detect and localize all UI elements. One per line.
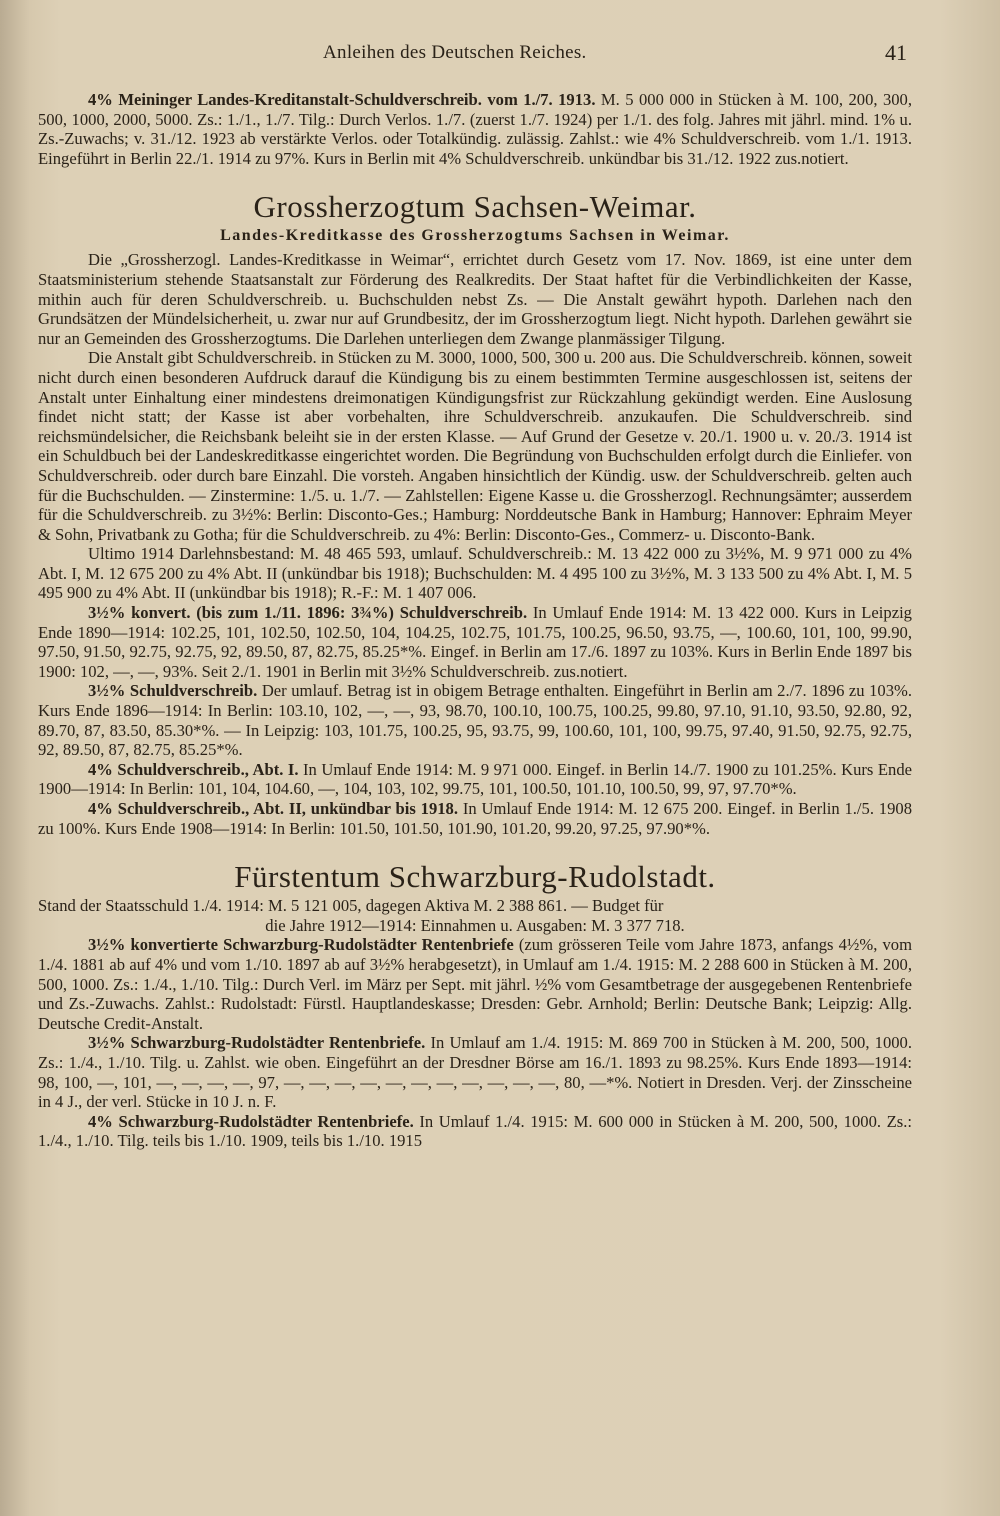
- weimar-para4-text: In Umlauf Ende 1914: M. 13 422 000. Kurs in Leipzig Ende 1890—1914: 102.25, 101, 102.50, 102.50, 104, 104.25, 102.75, 101.75, 100.25, 96.50, 93.75, —, 100.60, 101, 100, 99.90, 97.50, 91.50, 92.75, 92.75, 92, 89.50, 87, 82.75, 85.25*%. Eingef. in Berlin am 17./6. 1897 zu 103%. Kurs in Berlin Ende 1897 bis 1900: 102, —, —, 93%. Seit 2./1. 1901 in Berlin mit 3½% Schuldverschreib. zus.notiert.: [38, 603, 912, 681]
- meiningen-text: M. 5 000 000 in Stücken à M. 100, 200, 300, 500, 1000, 2000, 5000. Zs.: 1./1., 1./7. Tilg.: Durch Verlos. 1./7. (zuerst 1./7. 1924) per 1./1. des folg. Jahres mit jährl. mind. 1% u. Zs.-Zuwachs; v. 31./12. 1923 ab verstärkte Verlos. oder Totalkündig. zulässig. Zahlst.: wie 4% Schuldverschreib. vom 1./1. 1913. Eingeführt in Berlin 22./1. 1914 zu 97%. Kurs in Berlin mit 4% Schuldverschreib. unkündbar bis 31./12. 1922 zus.notiert.: [38, 90, 912, 168]
- header-title: Anleihen des Deutschen Reiches.: [323, 42, 587, 63]
- schwarzburg-para3-lead: 4% Schwarzburg-Rudolstädter Rentenbriefe.: [88, 1111, 414, 1131]
- meiningen-paragraph: [38, 90, 912, 168]
- weimar-para5-text: Der umlauf. Betrag ist in obigem Betrage enthalten. Eingeführt in Berlin am 2./7. 1896 zu 103%. Kurs Ende 1896—1914: In Berlin: 103.10, 102, —, —, 93, 98.70, 100.10, 100.75, 100.25, 99.80, 97.10, 91.10, 93.50, 92.80, 92, 89.70, 87, 83.50, 85.30*%. — In Leipzig: 103, 101.75, 100.25, 95, 93.75, 99, 100.60, 101, 100, 99.75, 97.40, 91.50, 92.75, 92.75, 92, 89.50, 87, 82.75, 85.25*%.: [38, 681, 912, 760]
- schwarzburg-para1-lead: 3½% konvertierte Schwarzburg-Rudolstädter Rentenbriefe: [88, 935, 514, 955]
- schwarzburg-stand-line-2: die Jahre 1912—1914: Einnahmen u. Ausgaben: M. 3 377 718.: [265, 915, 685, 935]
- weimar-para6-text: In Umlauf Ende 1914: M. 9 971 000. Eingef. in Berlin 14./7. 1900 zu 101.25%. Kurs Ende 1900—1914: In Berlin: 101, 104, 104.60, —, 104, 103, 102, 99.75, 101, 100.50, 101.10, 100.50, 99, 97, 97.70*%.: [38, 759, 912, 799]
- page-number: 41: [885, 40, 907, 65]
- weimar-para4-lead: 3½% konvert. (bis zum 1./11. 1896: 3¾%) Schuldverschreib.: [88, 603, 528, 623]
- weimar-para7-text: In Umlauf Ende 1914: M. 12 675 200. Eingef. in Berlin 1./5. 1908 zu 100%. Kurs Ende 1908—1914: In Berlin: 101.50, 101.50, 101.90, 101.20, 99.20, 97.25, 97.90*%.: [38, 799, 912, 838]
- schwarzburg-para2-text: In Umlauf am 1./4. 1915: M. 869 700 in Stücken à M. 200, 500, 1000. Zs.: 1./4., 1./10. Tilg. u. Zahlst. wie oben. Eingeführt an der Dresdner Börse am 16./1. 1893 zu 98.25%. Kurs Ende 1893—1914: 98, 100, —, 101, —, —, —, —, 97, —, —, —, —, —, —, —, —, —, —, —, 80, —*%. Notiert in Dresden. Verj. der Zinsscheine in 4 J., der verl. Stücke in 10 J. n. F.: [38, 1033, 913, 1112]
- schwarzburg-stand-line-1: Stand der Staatsschuld 1./4. 1914: M. 5 121 005, dagegen Aktiva M. 2 388 861. — Budget für: [38, 896, 664, 916]
- schwarzburg-para3-text: In Umlauf 1./4. 1915: M. 600 000 in Stücken à M. 200, 500, 1000. Zs.: 1./4., 1./10. Tilg. teils bis 1./10. 1909, teils bis 1./10. 1915: [38, 1111, 912, 1151]
- page-content: [38, 90, 912, 1151]
- schwarzburg-paragraph-1: [38, 935, 912, 1033]
- meiningen-lead: 4% Meininger Landes-Kreditanstalt-Schuldverschreib. vom 1./7. 1913.: [88, 90, 596, 109]
- weimar-para6-lead: 4% Schuldverschreib., Abt. I.: [88, 759, 299, 779]
- section-heading-weimar: Grossherzogtum Sachsen-Weimar.: [253, 189, 697, 225]
- weimar-paragraph-3: Ultimo 1914 Darlehnsbestand: M. 48 465 593, umlauf. Schuldverschreib.: M. 13 422 000 zu 3½%, M. 9 971 000 zu 4% Abt. I, M. 12 675 200 zu 4% Abt. II (unkündbar bis 1918); Buchschulden: M. 4 495 100 zu 3½%, M. 3 133 500 zu 4% Abt. I, M. 5 495 900 zu 4% Abt. II (unkündbar bis 1918); R.-F.: M. 1 407 006.: [38, 544, 912, 603]
- weimar-paragraph-6: [38, 760, 912, 799]
- weimar-paragraph-2: Die Anstalt gibt Schuldverschreib. in Stücken zu M. 3000, 1000, 500, 300 u. 200 aus. Die Schuldverschreib. können, soweit nicht durch einen besonderen Aufdruck darauf die Kündigung bis zu einem bestimmten Termine ausgeschlossen ist, seitens der Anstalt unter Einhaltung einer mindestens dreimonatigen Kündigungsfrist zur Rückzahlung gekündigt werden. Eine Auslosung findet nicht statt; der Kasse ist aber vorbehalten, ihre Schuldverschreib. anzukaufen. Die Schuldverschreib. sind reichsmündelsicher, die Reichsbank beleiht sie in der ersten Klasse. — Auf Grund der Gesetze v. 20./1. 1900 u. v. 20./3. 1914 ist ein Schuldbuch bei der Landeskreditkasse eingerichtet worden. Die Begründung von Buchschulden erfolgt durch die Einliefer. von Schuldverschreib. oder durch bare Einzahl. Die vorsteh. Angaben hinsichtlich der Kündig. usw. der Schuldverschreib. gelten auch für die Buchschulden. — Zinstermine: 1./5. u. 1./7. — Zahlstellen: Eigene Kasse u. die Grossherzogl. Rechnungsämter; ausserdem für die Schuldverschreib. zu 3½%: Berlin: Disconto-Ges.; Hamburg: Norddeutsche Bank in Hamburg; Hannover: Ephraim Meyer & Sohn, Privatbank zu Gotha; für die Schuldverschreib. zu 4%: Berlin: Disconto-Ges., Commerz- u. Disconto-Bank.: [38, 348, 912, 544]
- section-heading-schwarzburg: Fürstentum Schwarzburg-Rudolstadt.: [234, 859, 716, 895]
- weimar-para5-lead: 3½% Schuldverschreib.: [88, 681, 258, 701]
- schwarzburg-para1-text: (zum grösseren Teile vom Jahre 1873, anfangs 4½%, vom 1./4. 1881 ab auf 4% und vom 1./10. 1897 ab auf 3½% herabgesetzt), in Umlauf am 1./4. 1915: M. 2 288 600 in Stücken à M. 200, 500, 1000. Zs.: 1./4., 1./10. Tilg.: Durch Verl. im März per Sept. mit jährl. ½% vom Gesamtbetrage der ausgegebenen Rentenbriefe und Zs.-Zuwachs. Zahlst.: Rudolstadt: Fürstl. Hauptlandeskasse; Dresden: Gebr. Arnhold; Berlin: Deutsche Bank; Leipzig: Allg. Deutsche Credit-Anstalt.: [38, 935, 912, 1033]
- weimar-para7-lead: 4% Schuldverschreib., Abt. II, unkündbar bis 1918.: [88, 799, 458, 818]
- weimar-paragraph-4: [38, 603, 912, 681]
- schwarzburg-paragraph-3: [38, 1112, 912, 1151]
- weimar-paragraph-7: [38, 799, 912, 838]
- schwarzburg-paragraph-2: [38, 1033, 912, 1111]
- schwarzburg-para2-lead: 3½% Schwarzburg-Rudolstädter Rentenbriefe.: [88, 1033, 426, 1053]
- subheading-weimar: Landes-Kreditkasse des Grossherzogtums Sachsen in Weimar.: [220, 227, 730, 245]
- running-header: [0, 42, 1000, 72]
- weimar-paragraph-5: [38, 681, 912, 759]
- weimar-paragraph-1: Die „Grossherzogl. Landes-Kreditkasse in Weimar“, errichtet durch Gesetz vom 17. Nov. 1869, ist eine unter dem Staatsministerium stehende Staatsanstalt zur Förderung des Realkredits. Der Staat haftet für die Verbindlichkeiten der Kasse, mithin auch für deren Schuldverschreib. u. Buchschulden nebst Zs. — Die Anstalt gewährt hypoth. Darlehen nach den Grundsätzen der Mündelsicherheit, u. zwar nur auf Grundbesitz, der im Grossherzogtum liegt. Nicht hypoth. Darlehen gewährt sie nur an Gemeinden des Grossherzogtums. Die Darlehen unterliegen dem Zwange planmässiger Tilgung.: [38, 250, 912, 348]
